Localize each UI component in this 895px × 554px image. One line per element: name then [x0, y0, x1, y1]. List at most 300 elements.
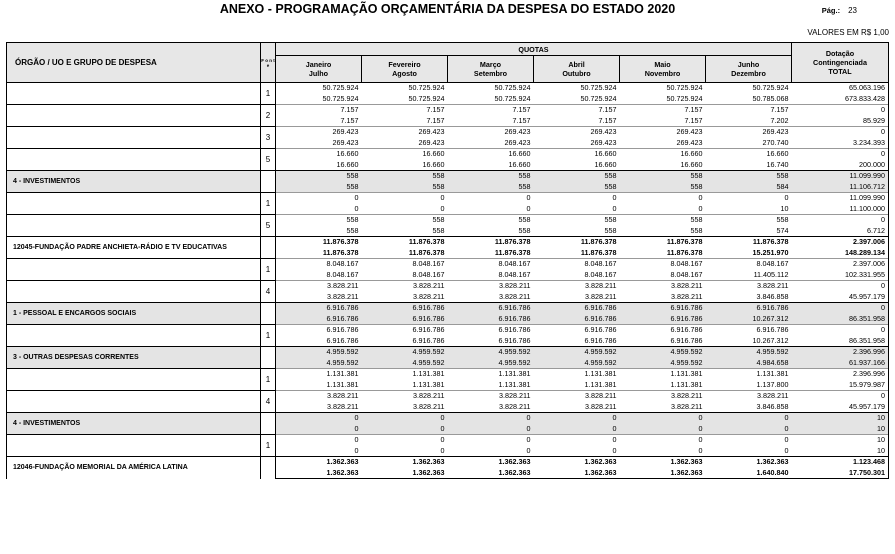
quota-cell: 558 — [362, 171, 448, 182]
quota-cell: 6.916.786 — [620, 325, 706, 336]
table-row — [7, 83, 889, 94]
quota-cell: 0 — [362, 413, 448, 424]
total-cell: 0 — [792, 281, 889, 292]
quota-cell: 3.828.211 — [620, 391, 706, 402]
quota-cell: 3.828.211 — [499, 401, 531, 411]
row-label: 12045-FUNDAÇÃO PADRE ANCHIETA-RÁDIO E TV EDUCATIVAS — [7, 237, 261, 259]
quota-cell: 3.828.211 — [276, 391, 362, 402]
total-cell: 2.397.006 — [792, 259, 889, 270]
quota-cell: 11.876.378 — [494, 247, 531, 257]
quota-cell: 0 — [612, 203, 617, 213]
quota-cell: 7.157 — [340, 115, 359, 125]
quota-cell: 4.959.592 — [276, 347, 362, 358]
total-cell: 673.833.428 — [792, 94, 889, 105]
quota-cell: 558 — [690, 225, 703, 235]
quota-cell: 11.876.378 — [706, 237, 792, 248]
quota-cell: 1.131.381 — [412, 379, 445, 389]
quota-cell: 558 — [706, 171, 792, 182]
quota-cell: 0 — [276, 413, 362, 424]
quota-cell: 1.137.800 — [756, 379, 789, 389]
quota-cell: 4.959.592 — [534, 358, 620, 369]
table-row — [7, 237, 889, 248]
row-label: 4 - INVESTIMENTOS — [7, 413, 261, 435]
quota-cell: 6.916.786 — [534, 314, 620, 325]
quota-cell: 1.131.381 — [620, 369, 706, 380]
quota-cell: 0 — [354, 203, 359, 213]
quota-cell: 6.916.786 — [706, 303, 792, 314]
quota-cell: 6.916.786 — [534, 325, 620, 336]
total-cell: 0 — [792, 149, 889, 160]
quota-cell: 1.362.363 — [276, 468, 362, 479]
quota-cell: 11.876.378 — [580, 247, 617, 257]
fonte-cell — [261, 457, 276, 479]
quota-cell: 0 — [612, 445, 617, 455]
total-cell: 0 — [792, 303, 889, 314]
quota-cell: 0 — [706, 413, 792, 424]
quota-cell: 8.048.167 — [534, 259, 620, 270]
quota-cell: 8.048.167 — [362, 259, 448, 270]
fonte-cell — [261, 347, 276, 369]
quota-cell: 4.959.592 — [276, 358, 362, 369]
quota-cell: 6.916.786 — [276, 314, 362, 325]
row-label-empty — [7, 391, 261, 413]
quota-cell: 8.048.167 — [326, 269, 359, 279]
quota-cell: 0 — [362, 424, 448, 435]
fonte-cell: 1 — [261, 369, 276, 391]
quota-cell: 558 — [620, 171, 706, 182]
row-label-empty — [7, 435, 261, 457]
total-cell: 2.396.996 — [792, 369, 889, 380]
header-month-3: Março Setembro — [448, 56, 534, 83]
quota-cell: 16.660 — [508, 159, 531, 169]
quota-cell: 269.423 — [534, 127, 620, 138]
quota-cell: 558 — [620, 182, 706, 193]
table-row — [7, 325, 889, 336]
budget-table — [6, 42, 889, 479]
table-row — [7, 127, 889, 138]
fonte-cell: 1 — [261, 325, 276, 347]
quota-cell: 558 — [448, 182, 534, 193]
quota-cell: 16.660 — [620, 149, 706, 160]
quota-cell: 6.916.786 — [620, 314, 706, 325]
table-row — [7, 281, 889, 292]
quota-cell: 6.916.786 — [412, 335, 445, 345]
quota-cell: 8.048.167 — [620, 259, 706, 270]
quota-cell: 558 — [276, 215, 362, 226]
total-cell: 10 — [792, 435, 889, 446]
total-cell: 45.957.179 — [792, 292, 889, 303]
fonte-cell — [261, 303, 276, 325]
total-cell: 6.712 — [792, 226, 889, 237]
header-fonte: F o n t e — [261, 43, 276, 83]
page-title: ANEXO - PROGRAMAÇÃO ORÇAMENTÁRIA DA DESPESA DO ESTADO 2020 — [219, 2, 676, 16]
quota-cell: 269.423 — [706, 127, 792, 138]
quota-cell: 269.423 — [620, 127, 706, 138]
quota-cell: 3.828.211 — [585, 401, 617, 411]
page-number: 23 — [848, 6, 857, 15]
quota-cell: 7.157 — [684, 115, 703, 125]
quota-cell: 8.048.167 — [412, 269, 445, 279]
quota-cell: 584 — [706, 182, 792, 193]
quota-cell: 0 — [362, 193, 448, 204]
quota-cell: 16.660 — [336, 159, 359, 169]
quota-cell: 50.725.924 — [494, 93, 531, 103]
total-cell: 86.351.958 — [792, 336, 889, 347]
quota-cell: 1.131.381 — [584, 379, 617, 389]
quota-cell: 6.916.786 — [362, 325, 448, 336]
quota-cell: 3.846.858 — [756, 401, 789, 411]
total-cell: 0 — [792, 127, 889, 138]
row-label-empty — [7, 105, 261, 127]
row-label-empty — [7, 193, 261, 215]
quota-cell: 1.131.381 — [534, 369, 620, 380]
row-label-empty — [7, 149, 261, 171]
quota-cell: 8.048.167 — [448, 259, 534, 270]
header-quotas: QUOTAS — [276, 43, 792, 56]
quota-cell: 0 — [534, 413, 620, 424]
quota-cell: 16.660 — [706, 149, 792, 160]
fonte-cell: 5 — [261, 215, 276, 237]
quota-cell: 1.131.381 — [498, 379, 531, 389]
quota-cell: 0 — [534, 424, 620, 435]
quota-cell: 3.828.211 — [499, 291, 531, 301]
table-row — [7, 369, 889, 380]
quota-cell: 10.267.312 — [706, 314, 792, 325]
quota-cell: 1.362.363 — [276, 457, 362, 468]
quota-cell: 558 — [448, 215, 534, 226]
quota-cell: 558 — [534, 182, 620, 193]
total-cell: 15.979.987 — [792, 380, 889, 391]
quota-cell: 6.916.786 — [362, 303, 448, 314]
quota-cell: 6.916.786 — [448, 303, 534, 314]
quota-cell: 0 — [534, 435, 620, 446]
total-cell: 2.396.996 — [792, 347, 889, 358]
total-cell: 61.937.166 — [792, 358, 889, 369]
quota-cell: 50.725.924 — [706, 83, 792, 94]
quota-cell: 1.131.381 — [670, 379, 703, 389]
quota-cell: 8.048.167 — [584, 269, 617, 279]
fonte-cell: 4 — [261, 391, 276, 413]
quota-cell: 269.423 — [276, 127, 362, 138]
total-cell: 0 — [792, 391, 889, 402]
fonte-cell: 4 — [261, 281, 276, 303]
quota-cell: 1.362.363 — [620, 457, 706, 468]
quota-cell: 3.828.211 — [620, 281, 706, 292]
quota-cell: 0 — [362, 435, 448, 446]
table-row — [7, 215, 889, 226]
quota-cell: 6.916.786 — [326, 335, 359, 345]
quota-cell: 4.959.592 — [448, 358, 534, 369]
quota-cell: 4.959.592 — [448, 347, 534, 358]
quota-cell: 3.828.211 — [362, 281, 448, 292]
quota-cell: 8.048.167 — [706, 259, 792, 270]
fonte-cell: 5 — [261, 149, 276, 171]
quota-cell: 1.362.363 — [534, 468, 620, 479]
quota-cell: 50.785.068 — [752, 93, 789, 103]
quota-cell: 558 — [534, 171, 620, 182]
quota-cell: 1.640.840 — [706, 468, 792, 479]
header-month-6: Junho Dezembro — [706, 56, 792, 83]
header-month-4: Abril Outubro — [534, 56, 620, 83]
quota-cell: 1.362.363 — [448, 468, 534, 479]
quota-cell: 269.423 — [590, 137, 617, 147]
header-month-1: Janeiro Julho — [276, 56, 362, 83]
page-indicator — [822, 6, 857, 15]
quota-cell: 6.916.786 — [584, 335, 617, 345]
quota-cell: 1.131.381 — [326, 379, 359, 389]
row-label-empty — [7, 281, 261, 303]
quota-cell: 7.202 — [770, 115, 789, 125]
quota-cell: 50.725.924 — [666, 93, 703, 103]
quota-cell: 7.157 — [362, 105, 448, 116]
fonte-cell — [261, 413, 276, 435]
quota-cell: 4.959.592 — [362, 358, 448, 369]
quota-cell: 0 — [698, 445, 703, 455]
quota-cell: 11.876.378 — [620, 237, 706, 248]
quota-cell: 7.157 — [534, 105, 620, 116]
quota-cell: 0 — [276, 435, 362, 446]
total-cell: 0 — [792, 215, 889, 226]
table-row — [7, 171, 889, 182]
fonte-cell: 2 — [261, 105, 276, 127]
quota-cell: 0 — [706, 435, 792, 446]
quota-cell: 6.916.786 — [276, 303, 362, 314]
quota-cell: 3.828.211 — [448, 391, 534, 402]
quota-cell: 11.876.378 — [666, 247, 703, 257]
total-cell: 3.234.393 — [792, 138, 889, 149]
quota-cell: 3.846.858 — [756, 291, 789, 301]
row-label: 12046-FUNDAÇÃO MEMORIAL DA AMÉRICA LATINA — [7, 457, 261, 479]
row-label: 1 - PESSOAL E ENCARGOS SOCIAIS — [7, 303, 261, 325]
quota-cell: 558 — [620, 215, 706, 226]
quota-cell: 0 — [448, 413, 534, 424]
fonte-cell: 1 — [261, 83, 276, 105]
total-cell: 2.397.006 — [792, 237, 889, 248]
quota-cell: 3.828.211 — [585, 291, 617, 301]
quota-cell: 0 — [448, 435, 534, 446]
total-cell: 17.750.301 — [792, 468, 889, 479]
total-cell: 1.123.468 — [792, 457, 889, 468]
quota-cell: 0 — [440, 445, 445, 455]
quota-cell: 269.423 — [676, 137, 703, 147]
quota-cell: 6.916.786 — [276, 325, 362, 336]
quota-cell: 4.959.592 — [362, 347, 448, 358]
quota-cell: 10 — [780, 203, 789, 213]
quota-cell: 1.362.363 — [534, 457, 620, 468]
row-label-empty — [7, 259, 261, 281]
quota-cell: 558 — [604, 225, 617, 235]
quota-cell: 0 — [526, 203, 531, 213]
total-cell: 148.289.134 — [792, 248, 889, 259]
total-cell: 10 — [792, 413, 889, 424]
quota-cell: 1.362.363 — [620, 468, 706, 479]
quota-cell: 11.876.378 — [408, 247, 445, 257]
quota-cell: 16.660 — [594, 159, 617, 169]
total-cell: 0 — [792, 105, 889, 116]
row-label: 4 - INVESTIMENTOS — [7, 171, 261, 193]
total-cell: 10 — [792, 446, 889, 457]
quota-cell: 558 — [534, 215, 620, 226]
quota-cell: 6.916.786 — [620, 303, 706, 314]
fonte-cell: 3 — [261, 127, 276, 149]
quota-cell: 0 — [354, 445, 359, 455]
table-row — [7, 193, 889, 204]
table-row — [7, 105, 889, 116]
quota-cell: 3.828.211 — [534, 391, 620, 402]
quota-cell: 7.157 — [706, 105, 792, 116]
fonte-cell: 1 — [261, 435, 276, 457]
quota-cell: 3.828.211 — [706, 391, 792, 402]
quota-cell: 574 — [776, 225, 789, 235]
total-cell: 11.100.000 — [792, 204, 889, 215]
quota-cell: 16.660 — [448, 149, 534, 160]
quota-cell: 3.828.211 — [413, 291, 445, 301]
total-cell: 10 — [792, 424, 889, 435]
total-cell: 0 — [792, 325, 889, 336]
quota-cell: 0 — [448, 424, 534, 435]
quota-cell: 16.660 — [276, 149, 362, 160]
quota-cell: 0 — [276, 193, 362, 204]
quota-cell: 16.740 — [766, 159, 789, 169]
quota-cell: 50.725.924 — [620, 83, 706, 94]
quota-cell: 8.048.167 — [498, 269, 531, 279]
quota-cell: 11.405.112 — [753, 269, 789, 279]
quota-cell: 269.423 — [332, 137, 359, 147]
quota-cell: 3.828.211 — [276, 281, 362, 292]
quota-cell: 558 — [276, 182, 362, 193]
quota-cell: 11.876.378 — [534, 237, 620, 248]
quota-cell: 3.828.211 — [327, 401, 359, 411]
quota-cell: 1.362.363 — [706, 457, 792, 468]
quota-cell: 11.876.378 — [276, 237, 362, 248]
quota-cell: 0 — [440, 203, 445, 213]
table-row — [7, 149, 889, 160]
quota-cell: 0 — [620, 424, 706, 435]
quota-cell: 7.157 — [598, 115, 617, 125]
quota-cell: 3.828.211 — [671, 291, 703, 301]
page-label: Pág.: — [821, 6, 841, 15]
quota-cell: 0 — [620, 413, 706, 424]
total-cell: 65.063.196 — [792, 83, 889, 94]
quota-cell: 3.828.211 — [448, 281, 534, 292]
table-row — [7, 391, 889, 402]
row-label-empty — [7, 325, 261, 347]
total-cell: 11.099.990 — [792, 193, 889, 204]
quota-cell: 0 — [784, 445, 789, 455]
quota-cell: 3.828.211 — [362, 391, 448, 402]
table-row — [7, 413, 889, 424]
quota-cell: 1.362.363 — [362, 468, 448, 479]
quota-cell: 50.725.924 — [276, 83, 362, 94]
table-row — [7, 457, 889, 468]
quota-cell: 558 — [362, 215, 448, 226]
quota-cell: 1.362.363 — [448, 457, 534, 468]
header-dotacao: Dotação Contingenciada TOTAL — [792, 43, 889, 83]
quota-cell: 11.876.378 — [362, 237, 448, 248]
quota-cell: 0 — [276, 424, 362, 435]
quota-cell: 7.157 — [276, 105, 362, 116]
quota-cell: 3.828.211 — [413, 401, 445, 411]
quota-cell: 4.984.658 — [706, 358, 792, 369]
quota-cell: 0 — [698, 203, 703, 213]
quota-cell: 0 — [706, 193, 792, 204]
quota-cell: 6.916.786 — [448, 325, 534, 336]
quota-cell: 558 — [706, 215, 792, 226]
total-cell: 86.351.958 — [792, 314, 889, 325]
quota-cell: 16.660 — [362, 149, 448, 160]
row-label-empty — [7, 83, 261, 105]
quota-cell: 15.251.970 — [752, 247, 789, 257]
quota-cell: 16.660 — [680, 159, 703, 169]
quota-cell: 0 — [526, 445, 531, 455]
total-cell: 11.099.990 — [792, 171, 889, 182]
quota-cell: 1.362.363 — [362, 457, 448, 468]
quota-cell: 3.828.211 — [534, 281, 620, 292]
total-cell: 102.331.955 — [792, 270, 889, 281]
quota-cell: 4.959.592 — [620, 347, 706, 358]
header-month-5: Maio Novembro — [620, 56, 706, 83]
quota-cell: 50.725.924 — [408, 93, 445, 103]
quota-cell: 0 — [620, 435, 706, 446]
total-cell: 11.106.712 — [792, 182, 889, 193]
quota-cell: 7.157 — [448, 105, 534, 116]
fonte-cell — [261, 171, 276, 193]
quota-cell: 16.660 — [534, 149, 620, 160]
quota-cell: 11.876.378 — [448, 237, 534, 248]
quota-cell: 3.828.211 — [327, 291, 359, 301]
quota-cell: 8.048.167 — [276, 259, 362, 270]
quota-cell: 558 — [362, 182, 448, 193]
quota-cell: 6.916.786 — [448, 314, 534, 325]
quota-cell: 270.740 — [762, 137, 789, 147]
quota-cell: 558 — [448, 171, 534, 182]
quota-cell: 1.131.381 — [276, 369, 362, 380]
quota-cell: 0 — [620, 193, 706, 204]
currency-note: VALORES EM R$ 1,00 — [807, 28, 889, 37]
quota-cell: 50.725.924 — [534, 83, 620, 94]
quota-cell: 0 — [534, 193, 620, 204]
table-row — [7, 303, 889, 314]
table-row — [7, 259, 889, 270]
quota-cell: 6.916.786 — [498, 335, 531, 345]
row-label-empty — [7, 369, 261, 391]
quota-cell: 269.423 — [362, 127, 448, 138]
quota-cell: 4.959.592 — [534, 347, 620, 358]
quota-cell: 50.725.924 — [362, 83, 448, 94]
quota-cell: 7.157 — [620, 105, 706, 116]
quota-cell: 50.725.924 — [580, 93, 617, 103]
quota-cell: 16.660 — [422, 159, 445, 169]
row-label: 3 - OUTRAS DESPESAS CORRENTES — [7, 347, 261, 369]
total-cell: 45.957.179 — [792, 402, 889, 413]
fonte-cell: 1 — [261, 259, 276, 281]
quota-cell: 269.423 — [504, 137, 531, 147]
table-row — [7, 347, 889, 358]
row-label-empty — [7, 127, 261, 149]
quota-cell: 6.916.786 — [534, 303, 620, 314]
quota-cell: 6.916.786 — [670, 335, 703, 345]
quota-cell: 558 — [518, 225, 531, 235]
quota-cell: 10.267.312 — [752, 335, 789, 345]
quota-cell: 1.131.381 — [706, 369, 792, 380]
quota-cell: 7.157 — [512, 115, 531, 125]
table-row — [7, 435, 889, 446]
quota-cell: 6.916.786 — [362, 314, 448, 325]
quota-cell: 50.725.924 — [322, 93, 359, 103]
fonte-cell: 1 — [261, 193, 276, 215]
quota-cell: 3.828.211 — [706, 281, 792, 292]
quota-cell: 4.959.592 — [620, 358, 706, 369]
